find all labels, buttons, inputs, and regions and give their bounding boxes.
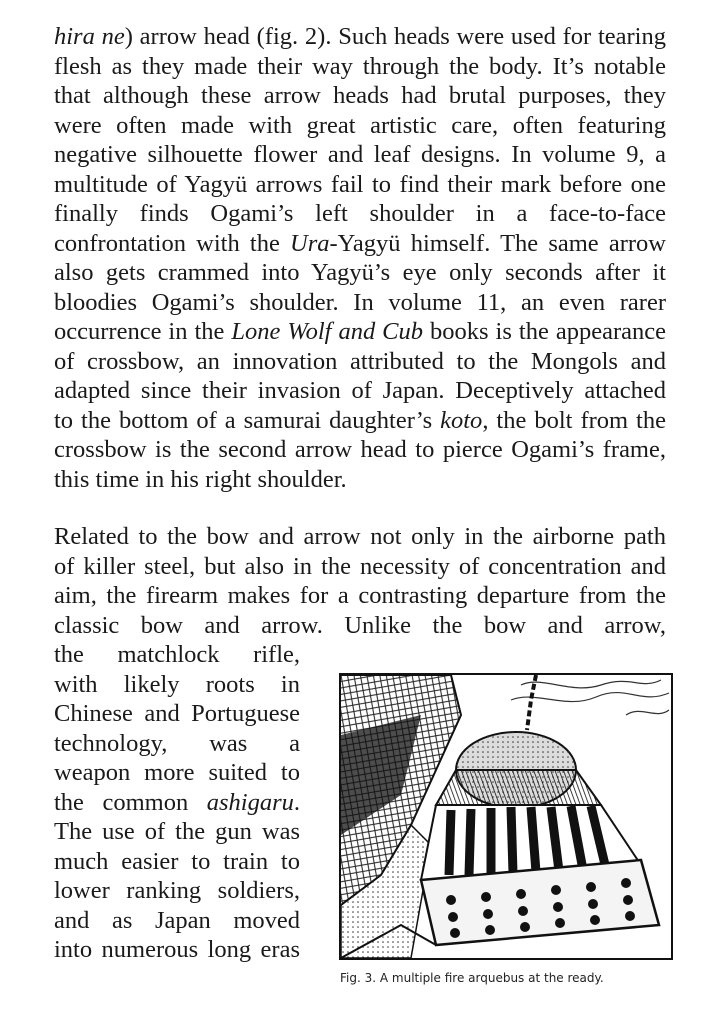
text-run: crossbow is the second arrow head to pierce Ogami’s frame, (54, 436, 666, 463)
text-line (54, 229, 666, 259)
text-line (54, 317, 666, 347)
text-run: Related to the bow and arrow not only in the airborne path (54, 523, 666, 550)
text-line (54, 876, 300, 906)
text-line (54, 22, 666, 52)
text-run: this time in his right shoulder. (54, 465, 347, 493)
text-run: and as Japan moved (54, 906, 300, 934)
text-line (54, 465, 666, 495)
text-line (54, 817, 300, 847)
text-run: much easier to train to (54, 847, 300, 875)
text-line (54, 699, 300, 729)
text-run: . (293, 788, 300, 816)
text-line (54, 758, 300, 788)
text-run: were often made with great artistic care, often featuring (54, 111, 666, 139)
italic-run: hira ne (54, 23, 125, 50)
text-line (54, 140, 666, 170)
text-run: of killer steel, but also in the necessity of concentration and (54, 552, 666, 580)
text-run: multitude of Yagyü arrows fail to find their mark before one (54, 170, 666, 198)
text-run: with likely roots in (54, 670, 300, 698)
text-run: flesh as they made their way through the body. It’s notable (54, 52, 666, 80)
text-run: the common (54, 788, 207, 816)
text-line (54, 581, 666, 611)
text-run: , the bolt from the (482, 406, 666, 434)
text-run: occurrence in the (54, 318, 232, 345)
text-line (54, 406, 666, 436)
text-run: also gets crammed into Yagyü’s eye only seconds after it (54, 259, 666, 286)
text-run: negative silhouette flower and leaf designs. In volume 9, a (54, 141, 666, 168)
text-run: that although these arrow heads had brutal purposes, they (54, 82, 666, 109)
text-line (54, 611, 666, 641)
text-line (54, 640, 300, 670)
figure-caption: Fig. 3. A multiple fire arquebus at the ready. (340, 971, 604, 985)
text-run: The use of the gun was (54, 818, 300, 845)
text-run: confrontation with the (54, 229, 291, 257)
text-line (54, 906, 300, 936)
text-line (54, 288, 666, 318)
text-run: of crossbow, an innovation attributed to the Mongols and (54, 347, 666, 375)
text-run: weapon more suited to (54, 759, 300, 786)
arquebus-illustration (339, 673, 673, 960)
text-line (54, 788, 300, 818)
text-run: the matchlock rifle, (54, 641, 300, 668)
text-line (54, 81, 666, 111)
text-run: ) arrow head (fig. 2). Such heads were used for tearing (124, 23, 666, 50)
text-line (54, 935, 300, 965)
text-run: books is the appearance (423, 318, 666, 345)
text-run: bloodies Ogami’s shoulder. In volume 11, an even rarer (54, 288, 666, 316)
text-line (54, 376, 666, 406)
text-run: Chinese and Portuguese (54, 700, 300, 727)
italic-run: Lone Wolf and Cub (231, 318, 424, 345)
text-line (54, 847, 300, 877)
text-run: to the bottom of a samurai daughter’s (54, 406, 441, 434)
text-line (54, 670, 300, 700)
italic-run: koto (440, 406, 483, 434)
text-line (54, 729, 300, 759)
italic-run: ashigaru (206, 788, 294, 816)
text-line (54, 435, 666, 465)
text-run: technology, was a (54, 729, 300, 757)
text-line (54, 347, 666, 377)
text-run: into numerous long eras (54, 936, 300, 963)
text-run: -Yagyü himself. The same arrow (329, 229, 666, 257)
text-line (54, 258, 666, 288)
text-line (54, 170, 666, 200)
text-run: adapted since their invasion of Japan. Deceptively attached (54, 377, 666, 404)
italic-run: Ura (290, 229, 330, 257)
text-run: lower ranking soldiers, (54, 877, 300, 904)
text-run: finally finds Ogami’s left shoulder in a face-to-face (54, 200, 666, 227)
text-line (54, 111, 666, 141)
text-line (54, 522, 666, 552)
text-line (54, 552, 666, 582)
text-line (54, 52, 666, 82)
text-line (54, 199, 666, 229)
text-run: aim, the firearm makes for a contrasting departure from the (54, 582, 666, 609)
text-run: classic bow and arrow. Unlike the bow and arrow, (54, 611, 666, 639)
